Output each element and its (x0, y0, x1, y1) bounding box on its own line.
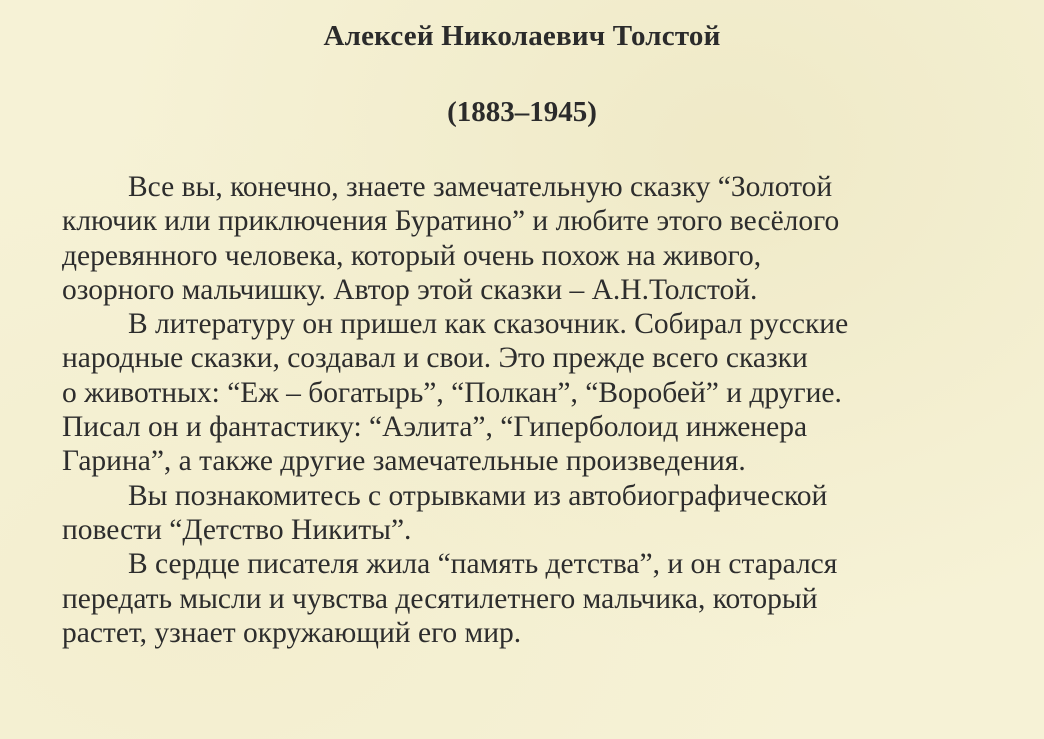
text-line: растет, узнает окружающий его мир. (62, 616, 522, 649)
text-line: Гарина”, а также другие замечательные произведения. (62, 445, 746, 478)
life-years-heading: (1883–1945) (447, 96, 597, 128)
text-line: народные сказки, создавал и свои. Это прежде всего сказки (62, 342, 808, 375)
text-line: озорного мальчишку. Автор этой сказки – А.Н.Толстой. (62, 273, 758, 306)
text-line: В литературу он пришел как сказочник. Собирал русские (128, 308, 849, 341)
text-line: Все вы, конечно, знаете замечательную сказку “Золотой (128, 171, 833, 203)
text-line: о животных: “Еж – богатырь”, “Полкан”, “Воробей” и другие. (62, 376, 842, 409)
text-line: В сердце писателя жила “память детства”, и он старался (128, 548, 838, 581)
author-name-heading: Алексей Николаевич Толстой (323, 20, 721, 52)
biography-text (62, 170, 1022, 650)
text-line: ключик или приключения Буратино” и любите этого весёлого (62, 205, 840, 238)
text-line: Вы познакомитесь с отрывками из автобиографической (128, 479, 828, 512)
text-line: передать мысли и чувства десятилетнего мальчика, который (62, 582, 818, 615)
text-line: Писал он и фантастику: “Аэлита”, “Гиперболоид инженера (62, 411, 808, 444)
text-line: деревянного человека, который очень похож на живого, (62, 239, 762, 272)
text-line: повести “Детство Никиты”. (62, 513, 412, 546)
